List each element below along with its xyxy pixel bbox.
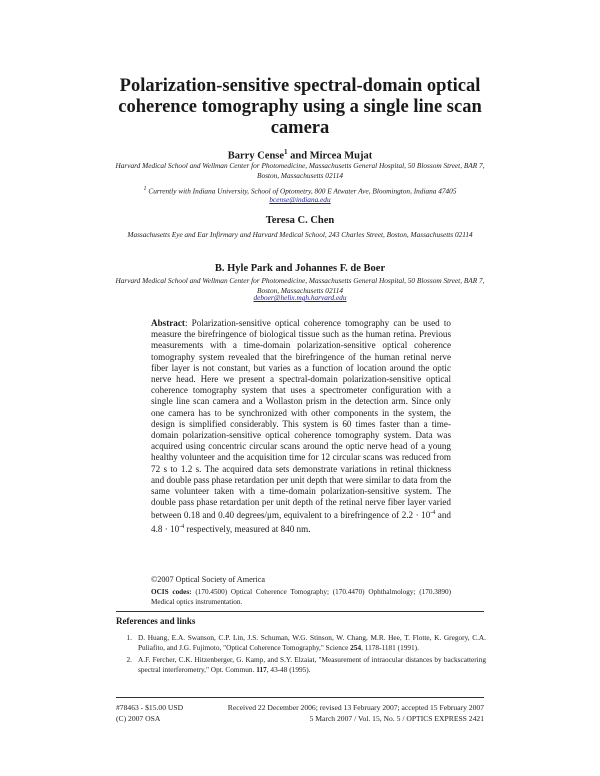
- reference-number: 2.: [126, 655, 132, 664]
- ocis-text: (170.4500) Optical Coherence Tomography; (170.4470) Ophthalmology; (170.3890) Medical optics instrumentation.: [151, 588, 451, 606]
- footer-received: Received 22 December 2006; revised 13 February 2007; accepted 15 February 2007: [227, 703, 484, 712]
- footer-copyright: (C) 2007 OSA: [116, 713, 161, 723]
- author-names: Barry Cense: [227, 150, 285, 162]
- abstract: [151, 318, 451, 535]
- references-heading: References and links: [116, 616, 196, 626]
- reference-text: [138, 655, 486, 675]
- copyright-notice: ©2007 Optical Society of America: [151, 575, 265, 584]
- abstract-text-b: and 4.8 · 10: [151, 510, 451, 534]
- reference-text-a: A.F. Fercher, C.K. Hitzenberger, G. Kamp, and S.Y. Elzaiat, "Measurement of intraocular distances by backscattering spectral interferometry," Opt. Commun.: [138, 655, 486, 674]
- ocis-codes: [151, 588, 451, 608]
- reference-text: [138, 633, 486, 653]
- reference-volume: 254: [350, 643, 362, 652]
- ocis-label: OCIS codes:: [151, 588, 192, 596]
- reference-text-a: D. Huang, E.A. Swanson, C.P. Lin, J.S. Schuman, W.G. Stinson, W. Chang, M.R. Hee, T. Flotte, K. Gregory, C.A. Puliafito, and J.G. Fujimoto, "Optical Coherence Tomography," Science: [138, 633, 486, 652]
- reference-number: 1.: [126, 633, 132, 642]
- abstract-exp-1: -4: [430, 510, 436, 517]
- reference-text-b: , 1178-1181 (1991).: [361, 643, 419, 652]
- abstract-exp-2: -4: [179, 523, 185, 530]
- reference-item: [116, 655, 486, 675]
- footer-citation: 5 March 2007 / Vol. 15, No. 5 / OPTICS EXPRESS 2421: [309, 713, 484, 723]
- author-line-3: B. Hyle Park and Johannes F. de Boer: [214, 263, 386, 274]
- abstract-text-c: respectively, measured at 840 nm.: [184, 523, 311, 534]
- affiliation-3: Harvard Medical School and Wellman Center for Photomedicine, Massachusetts General Hospital, 50 Blossom Street, BAR 7, Boston, Massachusetts 02114: [115, 276, 485, 295]
- footer-divider: [116, 697, 484, 698]
- references-list: [116, 633, 486, 677]
- footer-right: [218, 703, 484, 724]
- email-link-1[interactable]: bcense@indiana.edu: [269, 195, 331, 204]
- paper-title: Polarization-sensitive spectral-domain optical coherence tomography using a single line scan camera: [118, 76, 482, 138]
- affiliation-2: Massachusetts Eye and Ear Infirmary and Harvard Medical School, 243 Charles Street, Boston, Massachusetts 02114: [127, 230, 473, 239]
- author-line-2: Teresa C. Chen: [265, 215, 335, 226]
- email-link-2[interactable]: deboer@helix.mgh.harvard.edu: [253, 293, 347, 302]
- abstract-label: Abstract: [151, 318, 185, 328]
- reference-item: [116, 633, 486, 653]
- reference-text-b: , 43-48 (1995).: [266, 665, 311, 674]
- section-divider: [116, 611, 484, 612]
- reference-volume: 117: [256, 665, 267, 674]
- affiliation-note-text: Currently with Indiana University, School of Optometry, 800 E Atwater Ave, Bloomington, Indiana 47405: [148, 186, 457, 196]
- affiliation-note-mark: 1: [143, 186, 147, 192]
- footer-left: [116, 703, 183, 724]
- abstract-text-a: : Polarization-sensitive optical coherence tomography can be used to measure the birefringence of biological tissue such as the human retina. Previous measurements with a time-domain polarization-sensitive optical coherence tomography system revealed that the birefringence of the human retinal nerve fiber layer is not constant, but varies as a function of location around the optic nerve head. Here we present a spectral-domain polarization-sensitive optical coherence tomography system that uses a spectrometer configuration with a single line scan camera and a Wollaston prism in the detection arm. Since only one camera has to be synchronized with other components in the system, the design is simplified considerably. This system is 60 times faster than a time-domain polarization-sensitive optical coherence tomography system. Data was acquired using concentric circular scans around the optic nerve head of a young healthy volunteer and the acquisition time for 12 circular scans was reduced from 72 s to 1.2 s. The acquired data sets demonstrate variations in retinal thickness and double pass phase retardation per unit depth that were similar to data from the same volunteer taken with a time-domain polarization-sensitive system. The double pass phase retardation per unit depth of the retinal nerve fiber layer varied between 0.18 and 0.40 degrees/μm, equivalent to a birefringence of 2.2 · 10: [151, 318, 452, 521]
- affiliation-1: Harvard Medical School and Wellman Center for Photomedicine, Massachusetts General Hospital, 50 Blossom Street, BAR 7, Boston, Massachusetts 02114: [115, 161, 485, 180]
- footer-price: #78463 - $15.00 USD: [116, 703, 184, 712]
- author-names-rest: and Mircea Mujat: [287, 150, 373, 162]
- author-footnote-mark: 1: [284, 148, 288, 156]
